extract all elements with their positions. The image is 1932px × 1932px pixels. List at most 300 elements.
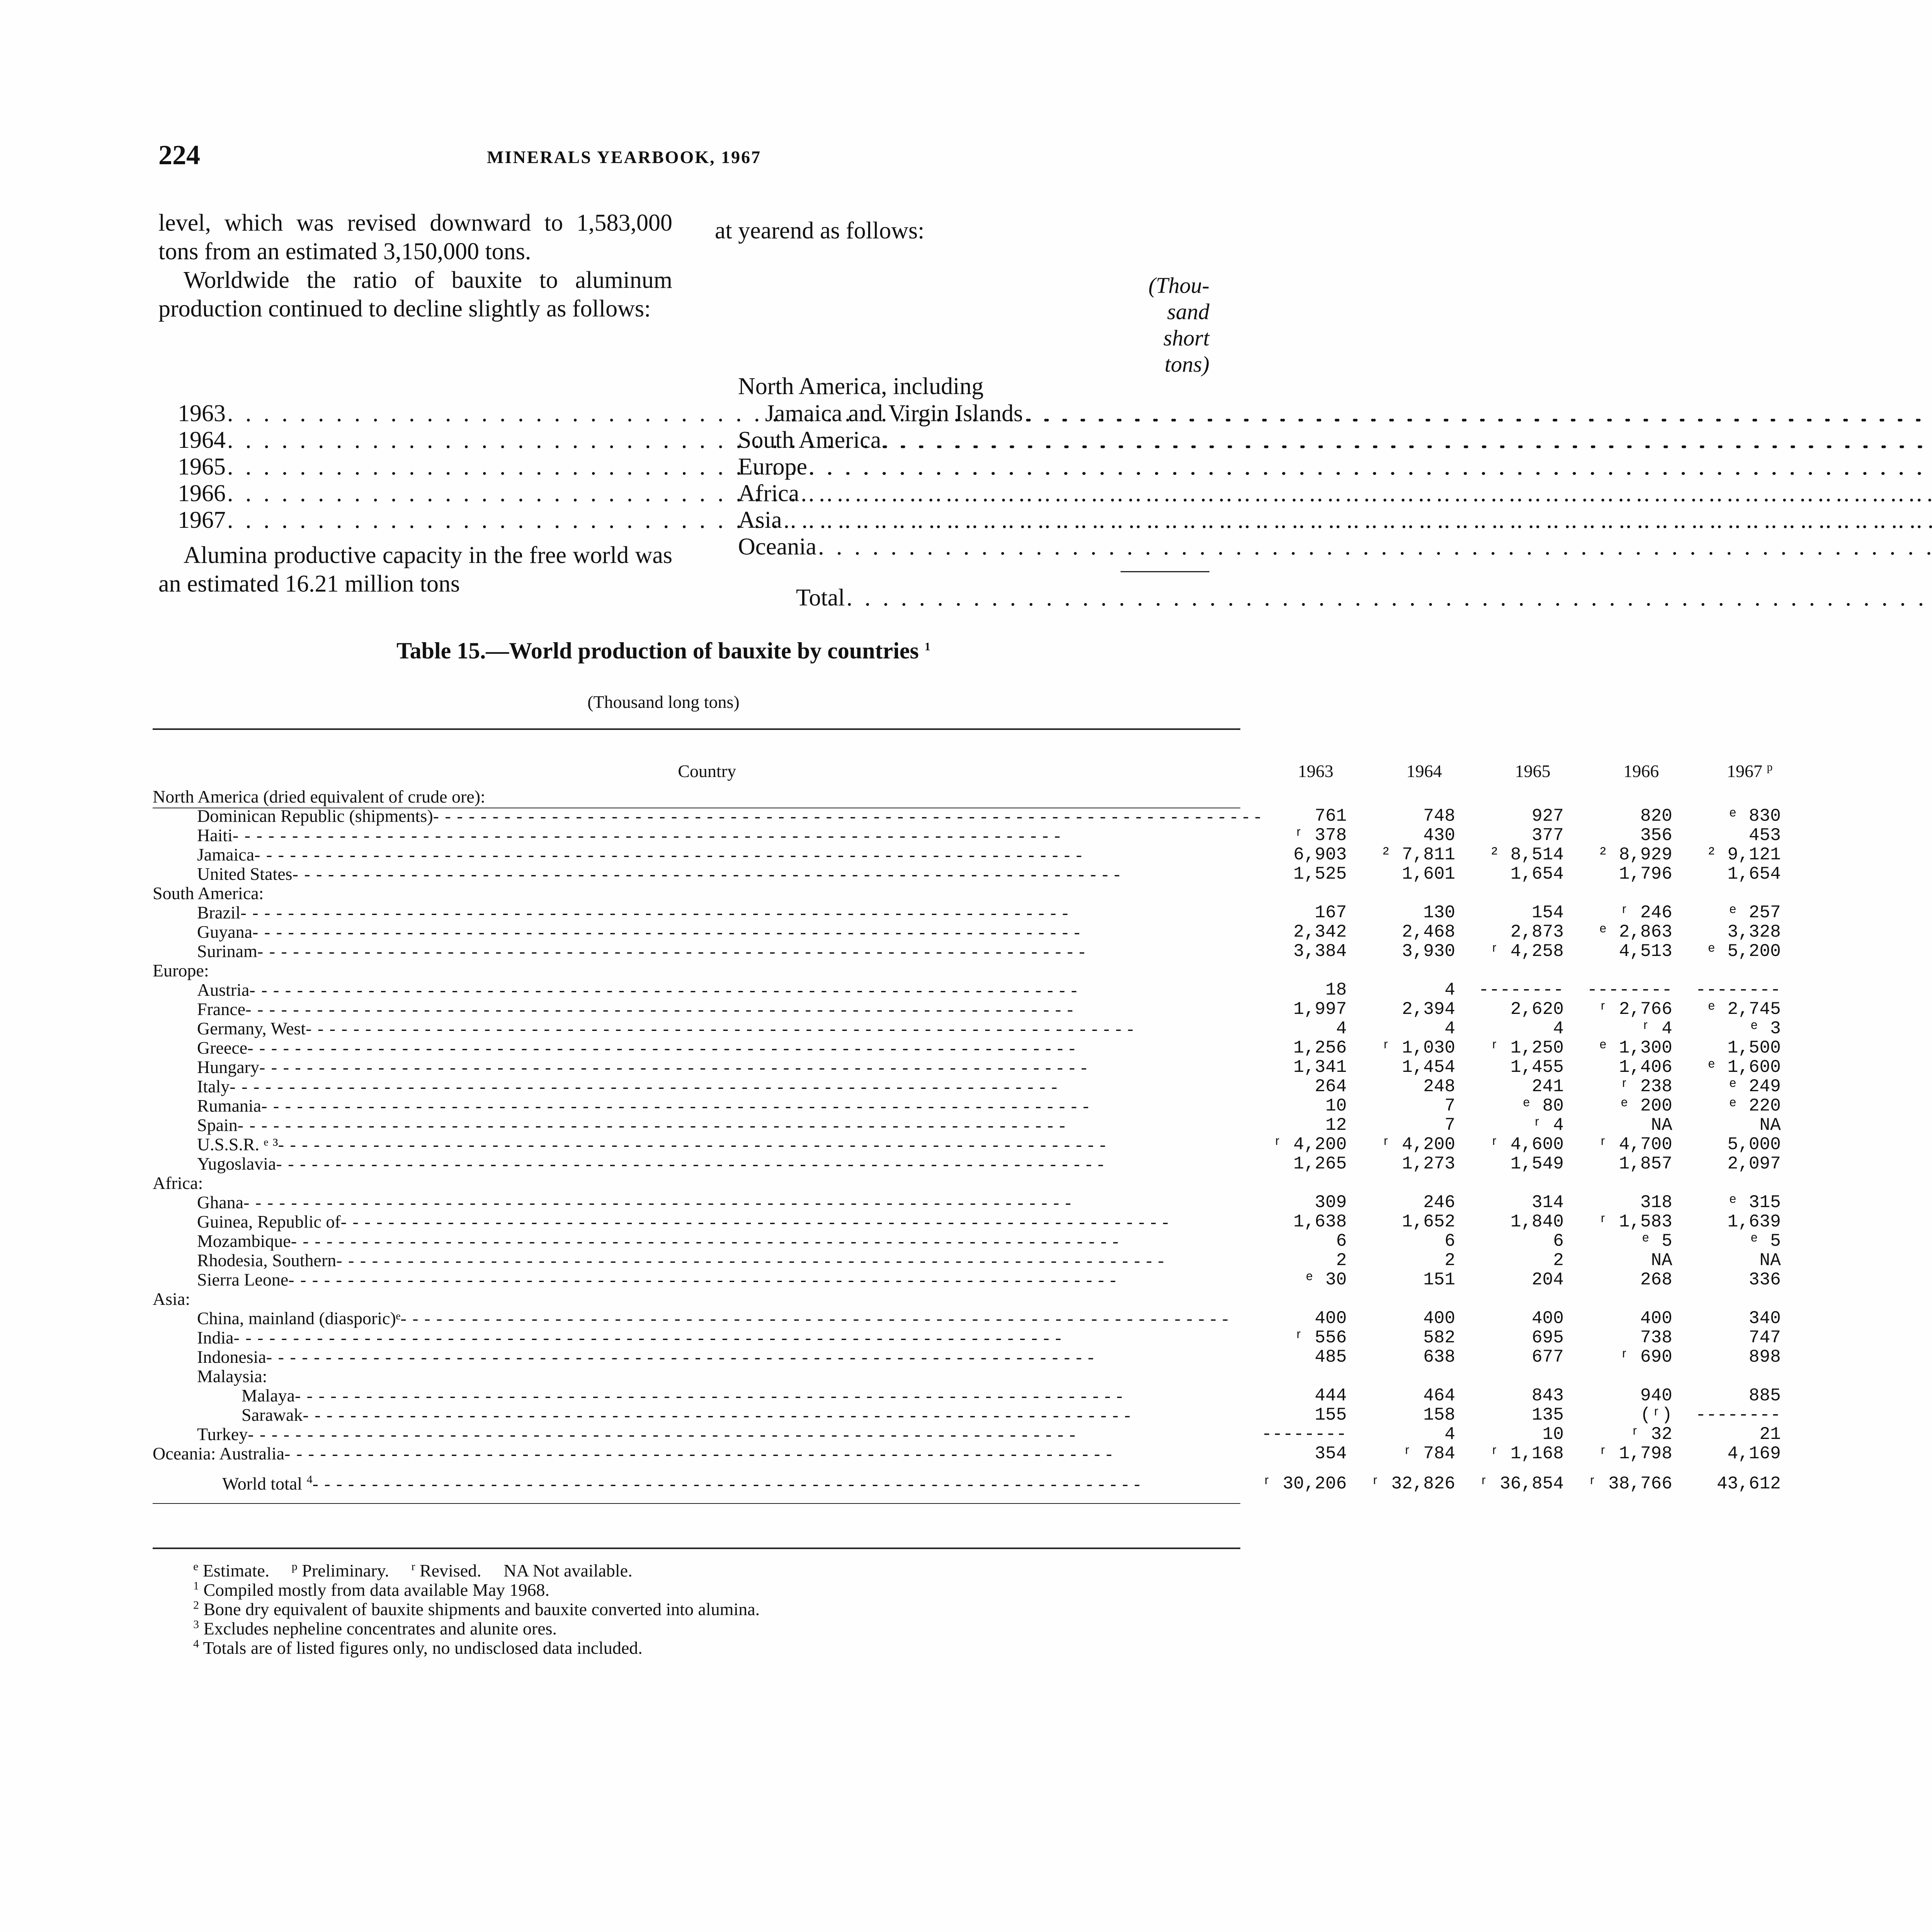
value-cell [1696, 1289, 1804, 1309]
value-cell [1478, 1367, 1587, 1386]
value-cell: 677 [1532, 1347, 1564, 1367]
value-cell: 820 [1640, 806, 1672, 826]
total-rule [1121, 571, 1209, 572]
ratio-row [178, 507, 649, 535]
value-cell: 1,341 [1293, 1057, 1347, 1077]
country-cell: Greece - - - [153, 1038, 1261, 1058]
value-cell: 400 [1640, 1308, 1672, 1328]
country-cell: Hungary - - - [153, 1058, 1261, 1077]
table-row [153, 1347, 1804, 1367]
value-cell: 6 [1444, 1231, 1456, 1251]
ratio-row [178, 427, 649, 455]
column-header: 1966 [1623, 761, 1659, 781]
value-cell [1587, 884, 1696, 903]
value-cell: 354 [1315, 1444, 1347, 1464]
value-cell [1587, 787, 1696, 806]
country-cell: Indonesia - - - [153, 1347, 1261, 1367]
footnote: $^3$ Excludes nepheline concentrates and alunite ores. [193, 1618, 557, 1638]
value-cell: 4 [1553, 1019, 1564, 1039]
value-cell: 4 [1444, 980, 1456, 1000]
value-cell: ʳ 4,600 [1489, 1134, 1564, 1155]
value-cell: 155 [1315, 1405, 1347, 1425]
value-cell [1370, 1173, 1478, 1193]
value-cell: ² 8,514 [1489, 845, 1564, 865]
value-cell: 761 [1315, 806, 1347, 826]
value-cell: ᵉ 3 [1748, 1019, 1781, 1039]
value-cell: 1,857 [1619, 1154, 1672, 1174]
left-column [158, 209, 672, 323]
value-cell: 885 [1748, 1386, 1781, 1406]
value-cell: 1,500 [1727, 1038, 1781, 1058]
table-row [153, 1251, 1804, 1270]
country-cell: Brazil - - - [153, 903, 1261, 922]
value-cell: ʳ 556 [1293, 1328, 1347, 1348]
value-cell: ʳ 1,250 [1489, 1038, 1564, 1058]
value-cell [1370, 787, 1478, 806]
value-cell: 2 [1553, 1250, 1564, 1270]
country-cell: Germany, West - - - [153, 1019, 1261, 1038]
country-cell: North America (dried equivalent of crude ore): [153, 787, 485, 806]
value-cell: 400 [1423, 1308, 1456, 1328]
value-cell: ʳ 690 [1619, 1347, 1672, 1367]
value-cell: 1,265 [1293, 1154, 1347, 1174]
value-cell [1261, 1367, 1370, 1386]
value-cell: ² 8,929 [1597, 845, 1672, 865]
region-row [738, 453, 1209, 482]
value-cell: 7 [1444, 1096, 1456, 1116]
country-cell: Rumania - - - [153, 1096, 1261, 1116]
value-cell: -------- [1587, 980, 1672, 1000]
country-cell: Guyana - - - [153, 922, 1261, 942]
table-row [153, 1405, 1804, 1425]
value-cell: NA [1651, 1250, 1672, 1270]
table-total-row [153, 1463, 1804, 1493]
country-cell: Italy - - - [153, 1077, 1261, 1096]
country-cell: France - - - [153, 1000, 1261, 1019]
country-cell: Asia: [153, 1289, 190, 1309]
value-cell: 1,256 [1293, 1038, 1347, 1058]
country-cell: Europe: [153, 961, 209, 980]
table-title: Table 15.—World production of bauxite by countries $^1$ [396, 638, 930, 663]
column-header: 1965 [1515, 761, 1551, 781]
value-cell: ʳ 4,200 [1272, 1134, 1347, 1155]
footnote: $^1$ Compiled mostly from data available May 1968. [193, 1579, 550, 1600]
value-cell: ᵉ 5 [1748, 1231, 1781, 1251]
value-cell: ᵉ 830 [1727, 806, 1781, 826]
value-cell: ʳ 32 [1629, 1424, 1672, 1444]
value-cell: 10 [1542, 1424, 1564, 1444]
value-cell: ʳ 4 [1532, 1115, 1564, 1135]
value-cell: 738 [1640, 1328, 1672, 1348]
value-cell [1587, 1289, 1696, 1309]
value-cell: -------- [1478, 980, 1564, 1000]
table-row [153, 1444, 1804, 1463]
table-row [153, 845, 1804, 864]
value-cell: ᵉ 257 [1727, 903, 1781, 923]
table-row [153, 1019, 1804, 1038]
value-cell: ᵉ 1,600 [1706, 1057, 1781, 1077]
value-cell [1696, 1173, 1804, 1193]
value-cell [1696, 787, 1804, 806]
value-cell: ² 7,811 [1380, 845, 1456, 865]
value-cell: 10 [1325, 1096, 1347, 1116]
table-row [153, 1077, 1804, 1096]
region-heading: North America, including [738, 373, 984, 400]
value-cell [1478, 1289, 1587, 1309]
value-cell: 2,468 [1402, 922, 1456, 942]
value-cell: 336 [1748, 1270, 1781, 1290]
country-cell: Sarawak - - - [153, 1405, 1261, 1425]
value-cell: ʳ 4 [1640, 1019, 1672, 1039]
country-cell: China, mainland (diasporic)ᵉ - - - [153, 1309, 1261, 1328]
value-cell: 6 [1336, 1231, 1347, 1251]
value-cell: 582 [1423, 1328, 1456, 1348]
country-cell: Africa: [153, 1173, 203, 1193]
table-row [153, 1154, 1804, 1173]
value-cell [1478, 1173, 1587, 1193]
country-cell: Yugoslavia - - - [153, 1154, 1261, 1173]
value-cell: ᵉ 5 [1640, 1231, 1672, 1251]
column-header: 1967 $^p$ [1727, 760, 1773, 781]
region-row [738, 400, 1209, 429]
total-value-cell: 43,612 [1717, 1474, 1781, 1494]
column-header: Country [678, 761, 736, 781]
total-value-cell: ʳ 32,826 [1370, 1474, 1456, 1494]
country-cell: Surinam - - - [153, 942, 1261, 961]
table-row [153, 1270, 1804, 1289]
country-cell: Malaya - - - [153, 1386, 1261, 1405]
table-row [153, 1058, 1804, 1077]
value-cell: 2 [1336, 1250, 1347, 1270]
table-subtitle: (Thousand long tons) [587, 692, 740, 712]
value-cell: 3,328 [1727, 922, 1781, 942]
value-cell: 4 [1444, 1424, 1456, 1444]
value-cell: 940 [1640, 1386, 1672, 1406]
value-cell: ² 9,121 [1706, 845, 1781, 865]
value-cell: 638 [1423, 1347, 1456, 1367]
country-cell: United States - - - [153, 864, 1261, 884]
country-cell: Haiti - - - [153, 826, 1261, 845]
value-cell: ᵉ 30 [1304, 1270, 1347, 1290]
ratio-row [178, 400, 649, 429]
value-cell [1370, 961, 1478, 980]
value-cell: ʳ 1,168 [1489, 1444, 1564, 1464]
region-name: Jamaica and Virgin Islands [765, 400, 1023, 427]
table-row [153, 961, 1804, 980]
value-cell: 18 [1325, 980, 1347, 1000]
table-row [153, 1173, 1804, 1193]
value-cell: ʳ 4,258 [1489, 941, 1564, 961]
paragraph-ratio-intro: Worldwide the ratio of bauxite to aluminum production continued to decline slightly as follows: [158, 267, 672, 322]
value-cell: 151 [1423, 1270, 1456, 1290]
ratio-year: 1966 [178, 480, 226, 507]
value-cell: ᵉ 315 [1727, 1192, 1781, 1213]
value-cell: 246 [1423, 1192, 1456, 1213]
country-cell: Mozambique - - - [153, 1231, 1261, 1251]
country-cell: Malaysia: [197, 1366, 267, 1386]
paragraph-alumina-capacity: Alumina productive capacity in the free world was an estimated 16.21 million tons [158, 542, 672, 597]
footnote: $^2$ Bone dry equivalent of bauxite shipments and bauxite converted into alumina. [193, 1599, 760, 1619]
value-cell: 1,601 [1402, 864, 1456, 884]
table-row [153, 884, 1804, 903]
value-cell: 4 [1444, 1019, 1456, 1039]
value-cell: 2,097 [1727, 1154, 1781, 1174]
value-cell: 2,342 [1293, 922, 1347, 942]
table-row [153, 942, 1804, 961]
table-row [153, 1212, 1804, 1231]
value-cell: 2,873 [1510, 922, 1564, 942]
value-cell: (ʳ) [1640, 1405, 1672, 1425]
value-cell: 695 [1532, 1328, 1564, 1348]
ratio-row [178, 453, 649, 482]
value-cell: -------- [1261, 1424, 1347, 1444]
value-cell: 314 [1532, 1192, 1564, 1213]
value-cell: 400 [1315, 1308, 1347, 1328]
value-cell: 309 [1315, 1192, 1347, 1213]
value-cell: ᵉ 2,863 [1597, 922, 1672, 942]
country-cell: Jamaica - - - [153, 845, 1261, 864]
unit-label: (Thou- sand short tons) [1148, 273, 1209, 377]
value-cell: 464 [1423, 1386, 1456, 1406]
value-cell: 3,384 [1293, 941, 1347, 961]
value-cell [1370, 884, 1478, 903]
value-cell: 1,654 [1727, 864, 1781, 884]
country-cell: Austria - - - [153, 980, 1261, 1000]
region-row [738, 507, 1209, 535]
value-cell: 400 [1532, 1308, 1564, 1328]
value-cell: -------- [1695, 980, 1781, 1000]
region-name: Oceania [738, 534, 817, 560]
region-name: South America [738, 427, 881, 453]
value-cell: ᵉ 220 [1727, 1096, 1781, 1116]
value-cell: 2,620 [1510, 999, 1564, 1019]
table-row [153, 1386, 1804, 1405]
right-column-intro: at yearend as follows: [715, 218, 925, 244]
value-cell: 2 [1444, 1250, 1456, 1270]
table-top-rule [153, 728, 1240, 730]
value-cell: ᵉ 2,745 [1706, 999, 1781, 1019]
value-cell: 241 [1532, 1077, 1564, 1097]
region-total-label: Total [796, 585, 845, 611]
value-cell: ʳ 238 [1619, 1077, 1672, 1097]
region-name: Asia [738, 507, 782, 533]
table-row [153, 1135, 1804, 1154]
value-cell: 5,000 [1727, 1134, 1781, 1155]
value-cell: 268 [1640, 1270, 1672, 1290]
ratio-year: 1964 [178, 427, 226, 453]
total-value-cell: ʳ 36,854 [1478, 1474, 1564, 1494]
value-cell: 1,549 [1510, 1154, 1564, 1174]
value-cell: 1,652 [1402, 1212, 1456, 1232]
ratio-row [178, 480, 649, 509]
value-cell [1261, 884, 1370, 903]
value-cell: 2,394 [1402, 999, 1456, 1019]
value-cell: 6 [1553, 1231, 1564, 1251]
ratio-year: 1963 [178, 400, 226, 427]
value-cell: 748 [1423, 806, 1456, 826]
table-bottom-rule [153, 1548, 1240, 1549]
value-cell: 1,638 [1293, 1212, 1347, 1232]
region-name: Europe [738, 454, 808, 480]
value-cell: 340 [1748, 1308, 1781, 1328]
running-title: MINERALS YEARBOOK, 1967 [487, 147, 762, 167]
total-label-cell: World total $^4$ - - - [153, 1463, 1261, 1493]
country-cell: South America: [153, 883, 264, 903]
table-row [153, 1000, 1804, 1019]
value-cell: 154 [1532, 903, 1564, 923]
value-cell [1478, 884, 1587, 903]
value-cell: ʳ 378 [1293, 825, 1347, 845]
value-cell [1478, 961, 1587, 980]
table-header-row [153, 755, 1804, 787]
value-cell: 248 [1423, 1077, 1456, 1097]
value-cell: 898 [1748, 1347, 1781, 1367]
value-cell: 318 [1640, 1192, 1672, 1213]
value-cell: 927 [1532, 806, 1564, 826]
value-cell: 747 [1748, 1328, 1781, 1348]
value-cell: 264 [1315, 1077, 1347, 1097]
value-cell: ʳ 1,030 [1380, 1038, 1456, 1058]
value-cell [1587, 1367, 1696, 1386]
paragraph-continuation: level, which was revised downward to 1,583,000 tons from an estimated 3,150,000 tons. [158, 210, 672, 265]
value-cell: NA [1651, 1115, 1672, 1135]
table-row [153, 1116, 1804, 1135]
table-row [153, 1367, 1804, 1386]
value-cell [1478, 787, 1587, 806]
page-number: 224 [158, 139, 200, 170]
value-cell: 204 [1532, 1270, 1564, 1290]
table-row [153, 864, 1804, 884]
region-name: Africa [738, 480, 799, 507]
value-cell: 1,639 [1727, 1212, 1781, 1232]
value-cell: 4,169 [1727, 1444, 1781, 1464]
value-cell: 7 [1444, 1115, 1456, 1135]
value-cell: 377 [1532, 825, 1564, 845]
value-cell: ʳ 1,583 [1597, 1212, 1672, 1232]
value-cell: ʳ 4,700 [1597, 1134, 1672, 1155]
table-row [153, 787, 1804, 806]
value-cell [1261, 1289, 1370, 1309]
table-row [153, 1309, 1804, 1328]
value-cell [1261, 961, 1370, 980]
table-row [153, 1038, 1804, 1058]
table-total-rule [153, 1503, 1240, 1504]
value-cell: 21 [1759, 1424, 1781, 1444]
country-cell: India - - - [153, 1328, 1261, 1347]
value-cell: 1,654 [1510, 864, 1564, 884]
value-cell: 843 [1532, 1386, 1564, 1406]
table-row [153, 1425, 1804, 1444]
country-cell: Spain - - - [153, 1116, 1261, 1135]
value-cell: ʳ 784 [1402, 1444, 1456, 1464]
country-cell: U.S.S.R. ᵉ ³ - - - [153, 1135, 1261, 1154]
table-row [153, 1328, 1804, 1347]
value-cell: 3,930 [1402, 941, 1456, 961]
ratio-year: 1967 [178, 507, 226, 533]
value-cell: 4,513 [1619, 941, 1672, 961]
value-cell: 1,840 [1510, 1212, 1564, 1232]
value-cell: -------- [1695, 1405, 1781, 1425]
value-cell: 1,273 [1402, 1154, 1456, 1174]
bauxite-production-table [153, 755, 1804, 1493]
value-cell: ᵉ 249 [1727, 1077, 1781, 1097]
country-cell: Ghana - - - [153, 1193, 1261, 1212]
value-cell: ʳ 1,798 [1597, 1444, 1672, 1464]
value-cell: 135 [1532, 1405, 1564, 1425]
value-cell [1370, 1289, 1478, 1309]
footnotes [193, 1561, 760, 1658]
value-cell: NA [1759, 1115, 1781, 1135]
value-cell: ʳ 4,200 [1380, 1134, 1456, 1155]
value-cell: ᵉ 80 [1521, 1096, 1564, 1116]
region-row [738, 427, 1209, 455]
country-cell: Guinea, Republic of - - - [153, 1212, 1261, 1231]
country-cell: Turkey - - - [153, 1425, 1261, 1444]
country-cell: Oceania: Australia - - - [153, 1444, 1261, 1463]
value-cell [1587, 1173, 1696, 1193]
country-cell: Rhodesia, Southern - - - [153, 1251, 1261, 1270]
value-cell [1261, 1173, 1370, 1193]
footnote: $^4$ Totals are of listed figures only, no undisclosed data included. [193, 1637, 643, 1658]
value-cell: 485 [1315, 1347, 1347, 1367]
table-row [153, 1231, 1804, 1251]
table-row [153, 1096, 1804, 1116]
country-cell: Dominican Republic (shipments) - - - [153, 806, 1261, 826]
region-total-row [738, 584, 1209, 613]
left-column-bottom [158, 541, 672, 598]
table-row [153, 922, 1804, 942]
column-header: 1964 [1406, 761, 1442, 781]
value-cell: 1,455 [1510, 1057, 1564, 1077]
table-row [153, 903, 1804, 922]
region-row [738, 480, 1209, 509]
value-cell: 12 [1325, 1115, 1347, 1135]
value-cell [1370, 1367, 1478, 1386]
value-cell: 130 [1423, 903, 1456, 923]
country-cell: Sierra Leone - - - [153, 1270, 1261, 1289]
value-cell: NA [1759, 1250, 1781, 1270]
total-value-cell: ʳ 38,766 [1587, 1474, 1672, 1494]
value-cell: 167 [1315, 903, 1347, 923]
value-cell [1587, 961, 1696, 980]
value-cell: ᵉ 200 [1619, 1096, 1672, 1116]
value-cell: 1,406 [1619, 1057, 1672, 1077]
value-cell: 1,525 [1293, 864, 1347, 884]
value-cell: ᵉ 5,200 [1706, 941, 1781, 961]
value-cell: 1,796 [1619, 864, 1672, 884]
value-cell: ᵉ 1,300 [1597, 1038, 1672, 1058]
ratio-year: 1965 [178, 454, 226, 480]
value-cell: 158 [1423, 1405, 1456, 1425]
value-cell: 356 [1640, 825, 1672, 845]
value-cell [1696, 884, 1804, 903]
total-value-cell: ʳ 30,206 [1261, 1474, 1347, 1494]
table-row [153, 806, 1804, 826]
table-row [153, 826, 1804, 845]
value-cell: 6,903 [1293, 845, 1347, 865]
footnote-legend: $^e$ Estimate. $^p$ Preliminary. $^r$ Revised. NA Not available. [193, 1560, 633, 1580]
column-header: 1963 [1298, 761, 1333, 781]
value-cell: ʳ 246 [1619, 903, 1672, 923]
table-row [153, 1289, 1804, 1309]
value-cell: 430 [1423, 825, 1456, 845]
region-row [738, 533, 1209, 562]
value-cell: ʳ 2,766 [1597, 999, 1672, 1019]
value-cell: 4 [1336, 1019, 1347, 1039]
value-cell [1696, 961, 1804, 980]
value-cell: 444 [1315, 1386, 1347, 1406]
table-row [153, 980, 1804, 1000]
